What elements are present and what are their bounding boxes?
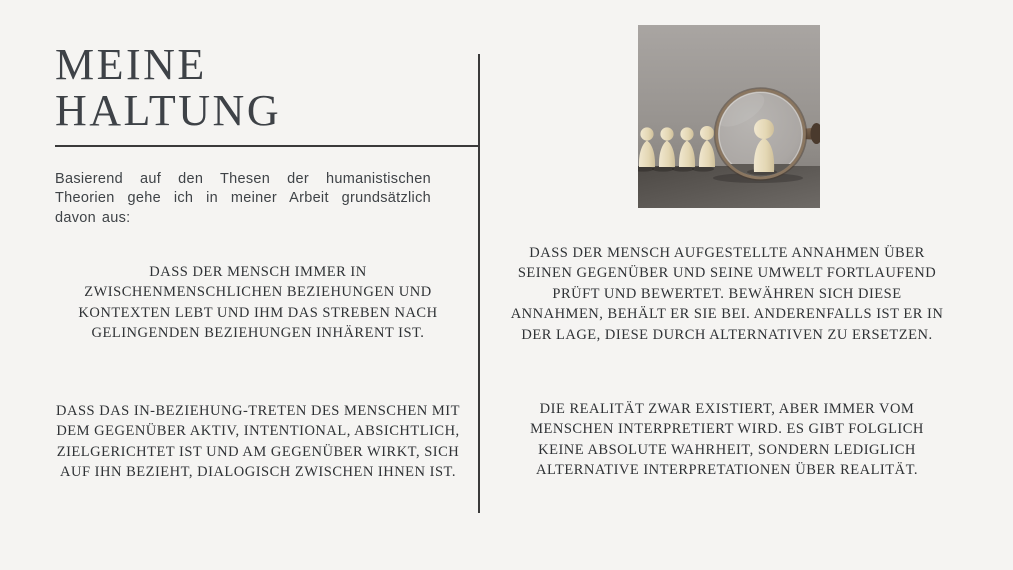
title-underline	[55, 145, 479, 147]
page-title	[55, 42, 281, 134]
wooden-figures-magnifying-glass-image	[638, 25, 820, 208]
page-title-line-2: HALTUNG	[55, 86, 282, 135]
page-title-line-1: MEINE	[55, 40, 207, 89]
thesis-point-4: DIE REALITÄT ZWAR EXISTIERT, ABER IMMER VOM MENSCHEN INTERPRETIERT WIRD. ES GIBT FOLGLICH KEINE ABSOLUTE WAHRHEIT, SONDERN LEDIGLICH ALTERNATIVE INTERPRETATIONEN ÜBER REALITÄT.	[530, 400, 924, 478]
thesis-point-2: DASS DAS IN-BEZIEHUNG-TRETEN DES MENSCHEN MIT DEM GEGENÜBER AKTIV, INTENTIONAL, ABSICHTLICH, ZIELGERICHTET IST UND AM GEGENÜBER WIRKT, SICH AUF IHN BEZIEHT, DIALOGISCH ZWISCHEN IHNEN IST.	[56, 402, 460, 480]
thesis-point-1: DASS DER MENSCH IMMER IN ZWISCHENMENSCHLICHEN BEZIEHUNGEN UND KONTEXTEN LEBT UND IHM DAS STREBEN NACH GELINGENDEN BEZIEHUNGEN INHÄRENT IST.	[78, 263, 438, 341]
figures-magnifier-photo	[638, 25, 820, 208]
thesis-point-3: DASS DER MENSCH AUFGESTELLTE ANNAHMEN ÜBER SEINEN GEGENÜBER UND SEINE UMWELT FORTLAUFEND PRÜFT UND BEWERTET. BEWÄHREN SICH DIESE ANNAHMEN, BEHÄLT ER SIE BEI. ANDERENFALLS IST ER IN DER LAGE, DIESE DURCH ALTERNATIVEN ZU ERSETZEN.	[510, 244, 944, 343]
column-divider	[478, 54, 480, 513]
intro-text: Basierend auf den Thesen der humanistischen Theorien gehe ich in meiner Arbeit grundsätzlich davon aus:	[55, 170, 431, 226]
